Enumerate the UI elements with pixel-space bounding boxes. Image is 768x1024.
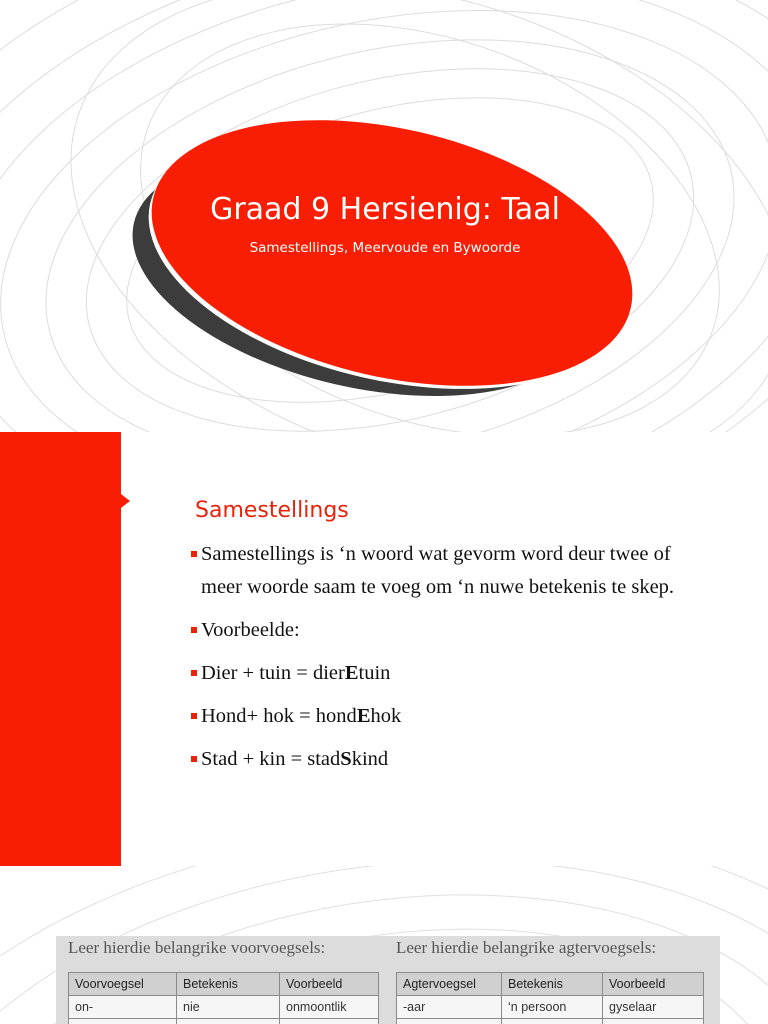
- table-cell: gyselaar: [603, 996, 704, 1019]
- table-row: [69, 1019, 379, 1024]
- arrow-pointer-icon: [121, 494, 130, 508]
- column-header: Agtervoegsel: [397, 973, 502, 996]
- column-header: Voorvoegsel: [69, 973, 177, 996]
- suffix-section: [396, 936, 704, 1024]
- suffix-table: [396, 972, 704, 1024]
- table-header-row: [69, 973, 379, 996]
- table-cell: nie: [177, 996, 280, 1019]
- column-header: Voorbeeld: [603, 973, 704, 996]
- table-row: [397, 996, 704, 1019]
- bullet-examples-label: Voorbeelde:: [190, 614, 710, 647]
- table-row: [397, 1019, 704, 1024]
- red-side-bar: [0, 432, 121, 866]
- slide-title: Graad 9 Hersienig: Taal: [210, 192, 560, 227]
- scan-slide: [0, 866, 768, 1024]
- example-item: Hond+ hok = hondEhok: [190, 700, 710, 733]
- example-item: Stad + kin = stadSkind: [190, 743, 710, 776]
- table-row: [69, 996, 379, 1019]
- bullet-definition: Samestellings is ‘n woord wat gevorm word deur twee of meer woorde saam te voeg om ‘n nuwe betekenis te skep.: [190, 538, 710, 604]
- table-cell: -aar: [397, 996, 502, 1019]
- example-item: Dier + tuin = dierEtuin: [190, 657, 710, 690]
- table-cell: on-: [69, 996, 177, 1019]
- prefix-table: [68, 972, 379, 1024]
- prefix-section: [68, 936, 379, 1024]
- title-slide: [0, 0, 768, 432]
- column-header: Voorbeeld: [280, 973, 379, 996]
- content-slide: [0, 432, 768, 866]
- table-cell: ‘n persoon: [502, 996, 603, 1019]
- bullet-list: [190, 538, 710, 776]
- suffix-heading: Leer hierdie belangrike agtervoegsels:: [396, 938, 657, 957]
- column-header: Betekenis: [177, 973, 280, 996]
- table-cell: onmoontlik: [280, 996, 379, 1019]
- column-header: Betekenis: [502, 973, 603, 996]
- section-heading: Samestellings: [195, 498, 349, 523]
- scanned-image: [56, 936, 720, 1024]
- table-header-row: [397, 973, 704, 996]
- prefix-heading: Leer hierdie belangrike voorvoegsels:: [68, 938, 326, 957]
- slide-subtitle: Samestellings, Meervoude en Bywoorde: [249, 240, 521, 256]
